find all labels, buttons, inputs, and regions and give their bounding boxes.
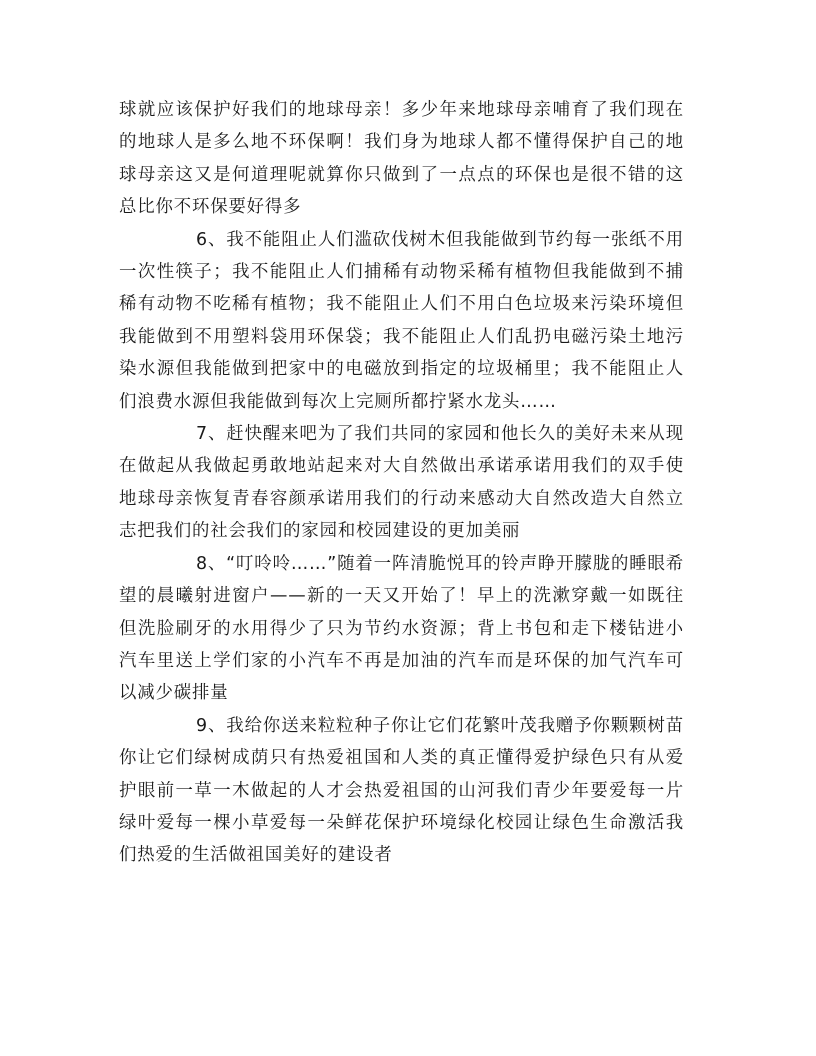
paragraph-item-7: 7、赶快醒来吧为了我们共同的家园和他长久的美好未来从现在做起从我做起勇敢地站起来对大自然做出承诺承诺用我们的双手使地球母亲恢复青春容颜承诺用我们的行动来感动大自然改造大自然立志把我们的社会我们的家园和校园建设的更加美丽 [119, 424, 684, 542]
document-page [119, 94, 684, 872]
paragraph-item-6: 6、我不能阻止人们滥砍伐树木但我能做到节约每一张纸不用一次性筷子；我不能阻止人们捕稀有动物采稀有植物但我能做到不捕稀有动物不吃稀有植物；我不能阻止人们不用白色垃圾来污染环境但我能做到不用塑料袋用环保袋；我不能阻止人们乱扔电磁污染土地污染水源但我能做到把家中的电磁放到指定的垃圾桶里；我不能阻止人们浪费水源但我能做到每次上完厕所都拧紧水龙头…… [119, 229, 684, 412]
paragraph-item-8: 8、“叮呤呤……”随着一阵清脆悦耳的铃声睁开朦胧的睡眼希望的晨曦射进窗户——新的一天又开始了！早上的洗漱穿戴一如既往但洗脸刷牙的水用得少了只为节约水资源；背上书包和走下楼钻进小汽车里送上学们家的小汽车不再是加油的汽车而是环保的加气汽车可以减少碳排量 [119, 553, 684, 704]
paragraph-continued: 球就应该保护好我们的地球母亲！多少年来地球母亲哺育了我们现在的地球人是多么地不环保啊！我们身为地球人都不懂得保护自己的地球母亲这又是何道理呢就算你只做到了一点点的环保也是很不错的这总比你不环保要好得多 [119, 100, 684, 218]
paragraph-item-9: 9、我给你送来粒粒种子你让它们花繁叶茂我赠予你颗颗树苗你让它们绿树成荫只有热爱祖国和人类的真正懂得爱护绿色只有从爱护眼前一草一木做起的人才会热爱祖国的山河我们青少年要爱每一片绿叶爱每一棵小草爱每一朵鲜花保护环境绿化校园让绿色生命激活我们热爱的生活做祖国美好的建设者 [119, 715, 684, 866]
